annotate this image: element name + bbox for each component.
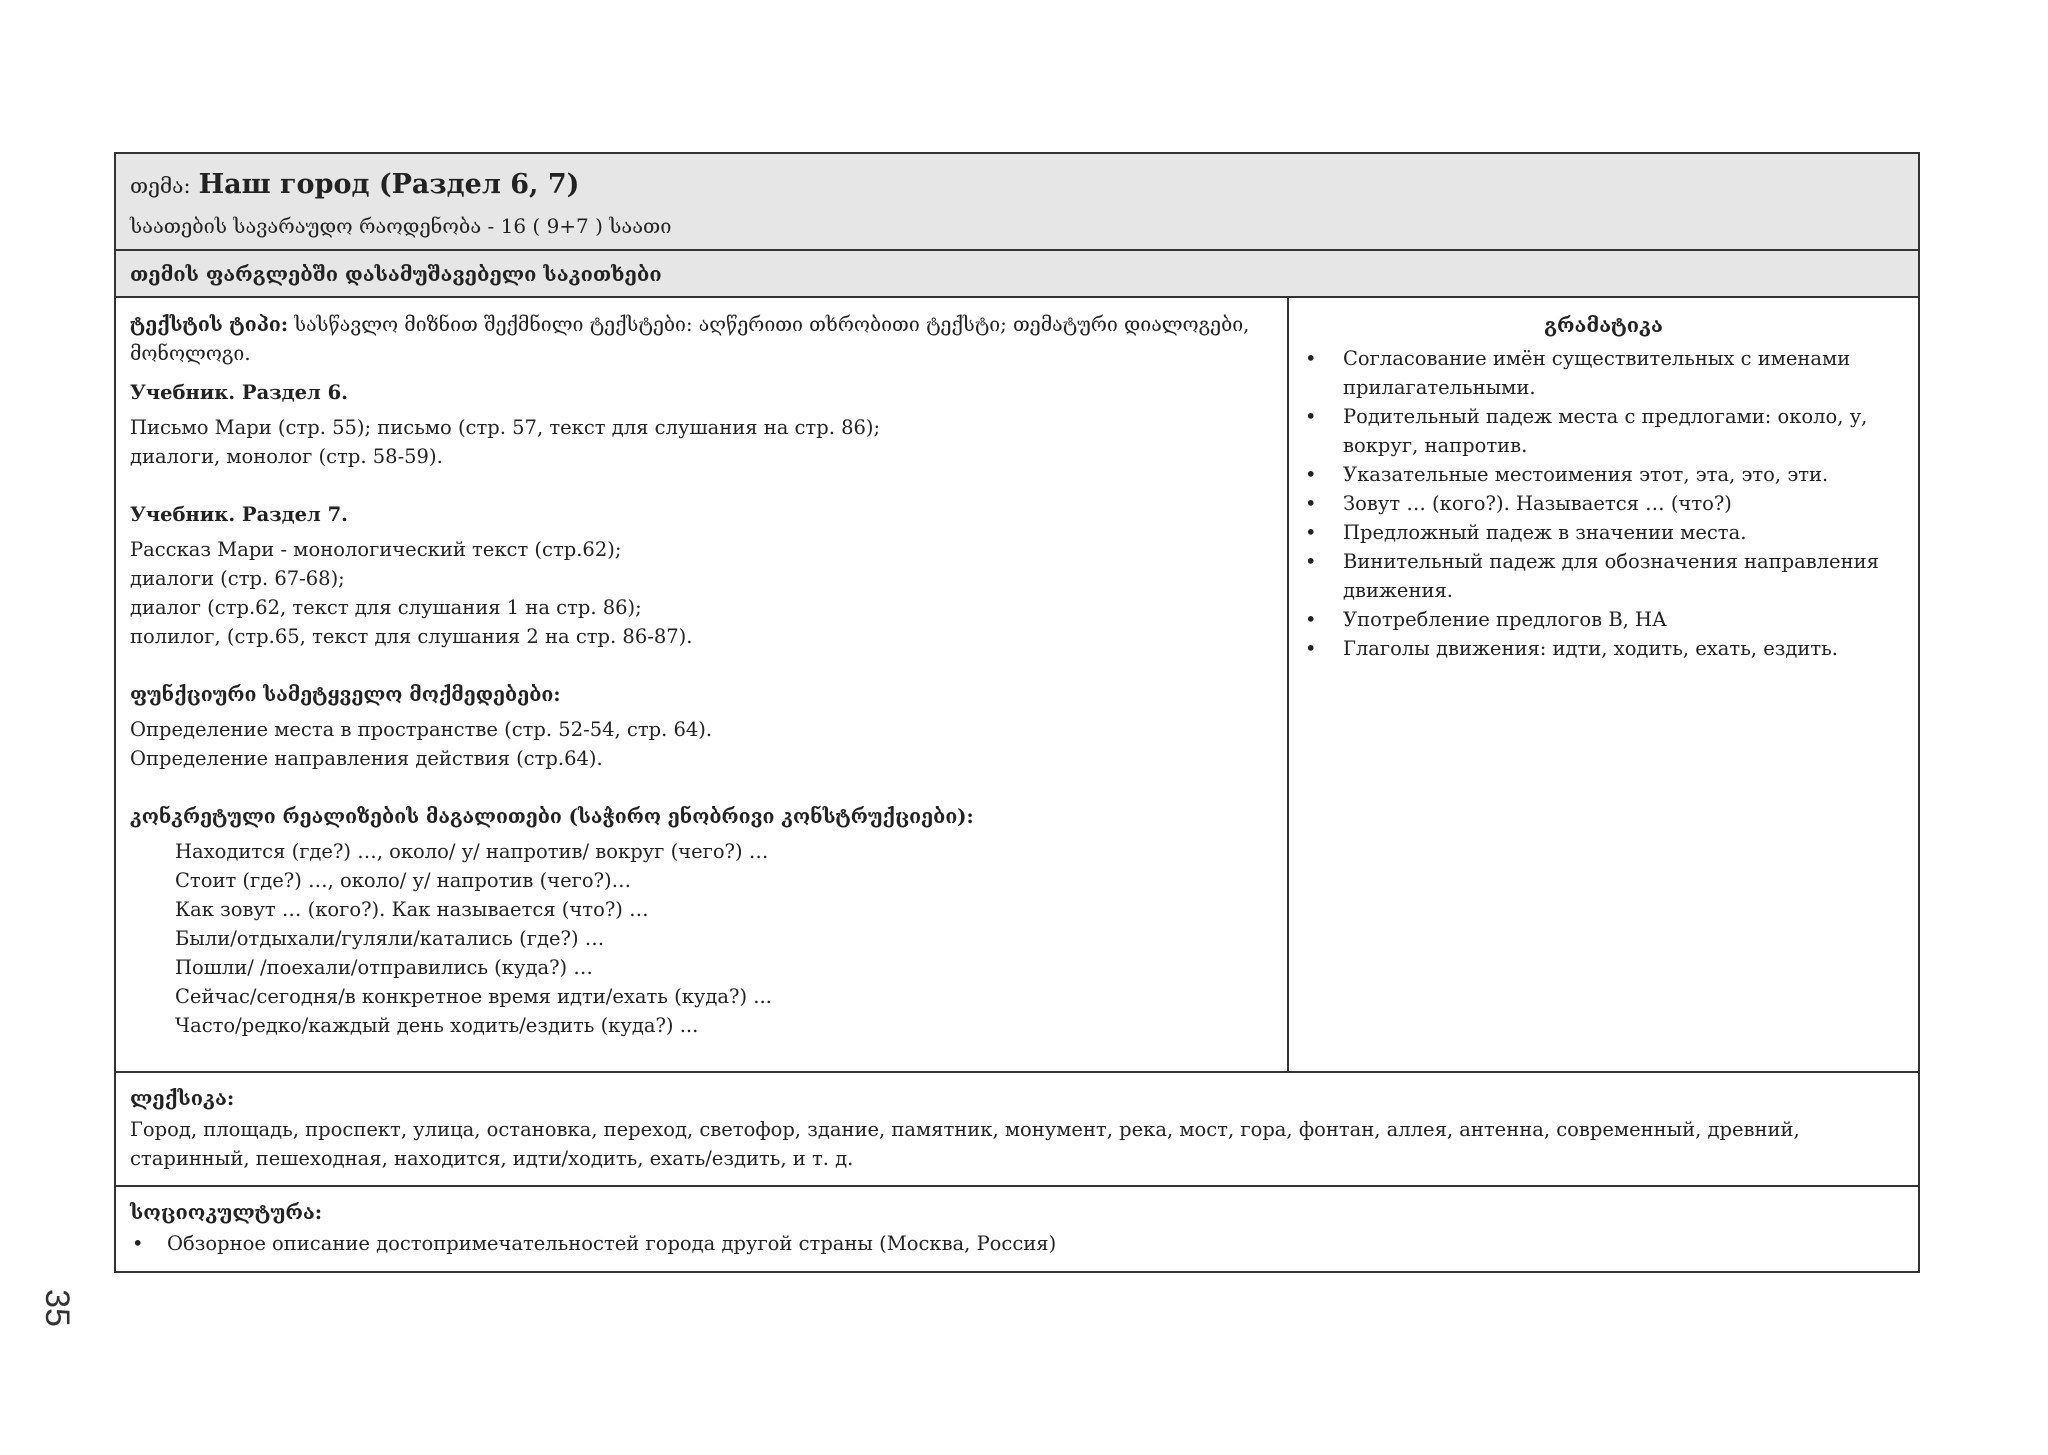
grammar-item-text: Употребление предлогов В, НА <box>1343 608 1667 631</box>
right-column <box>1289 298 1918 1071</box>
grammar-item <box>1303 518 1904 547</box>
unit6-heading: Учебник. Раздел 6. <box>130 381 348 404</box>
left-column <box>116 298 1289 1071</box>
functional-line: Определение места в пространстве (стр. 52-54, стр. 64). <box>130 718 713 741</box>
unit7-line: диалог (стр.62, текст для слушания 1 на стр. 86); <box>130 596 642 619</box>
topic-title: Наш город (Раздел 6, 7) <box>198 169 580 200</box>
grammar-item-text: Согласование имён существительных с именами прилагательными. <box>1343 347 1851 399</box>
bullet: • <box>1305 521 1317 544</box>
grammar-item <box>1303 605 1904 634</box>
example-line: Пошли/ /поехали/отправились (куда?) … <box>175 956 593 979</box>
grammar-list <box>1303 344 1904 663</box>
example-line: Находится (где?) …, около/ у/ напротив/ вокруг (чего?) … <box>175 840 769 863</box>
text-type <box>130 310 1273 368</box>
lexicon-section <box>116 1073 1918 1187</box>
grammar-item <box>1303 344 1904 402</box>
sociocultural-label: სოციოკულტურა: <box>130 1200 323 1224</box>
unit6-line: Письмо Мари (стр. 55); письмо (стр. 57, текст для слушания на стр. 86); <box>130 416 881 439</box>
unit7-line: Рассказ Мари - монологический текст (стр.62); <box>130 538 622 561</box>
examples-heading: კონკრეტული რეალიზების მაგალითები (საჭირო ენობრივი კონსტრუქციები): <box>130 805 974 828</box>
unit6-line: диалоги, монолог (стр. 58-59). <box>130 445 443 468</box>
example-line: Как зовут … (кого?). Как называется (что?) … <box>175 898 649 921</box>
grammar-item-text: Указательные местоимения этот, эта, это, эти. <box>1343 463 1829 486</box>
example-line: Часто/редко/каждый день ходить/ездить (куда?) ... <box>175 1014 699 1037</box>
unit7-heading: Учебник. Раздел 7. <box>130 503 348 526</box>
page-number: 35 <box>38 1289 77 1327</box>
bullet: • <box>1305 405 1317 428</box>
grammar-item-text: Родительный падеж места с предлогами: около, у, вокруг, напротив. <box>1343 405 1868 457</box>
example-line: Стоит (где?) …, около/ у/ напротив (чего?)… <box>175 869 632 892</box>
functional-heading: ფუნქციური სამეტყველო მოქმედებები: <box>130 683 561 706</box>
sociocultural-section <box>116 1187 1918 1271</box>
bullet: • <box>1305 492 1317 515</box>
grammar-item <box>1303 489 1904 518</box>
text-type-value: სასწავლო მიზნით შექმნილი ტექსტები: აღწერითი თხრობითი ტექსტი; თემატური დიალოგები, მონოლოგი. <box>130 313 1250 365</box>
text-type-label: ტექსტის ტიპი: <box>130 313 289 336</box>
grammar-item <box>1303 547 1904 605</box>
grammar-item-text: Глаголы движения: идти, ходить, ехать, ездить. <box>1343 637 1838 660</box>
example-line: Были/отдыхали/гуляли/катались (где?) … <box>175 927 605 950</box>
grammar-item <box>1303 460 1904 489</box>
hours-text: საათების სავარაუდო რაოდენობა - 16 ( 9+7 ) საათი <box>130 214 672 238</box>
bullet: • <box>1305 550 1317 573</box>
lexicon-text: Город, площадь, проспект, улица, остановка, переход, светофор, здание, памятник, монумент, река, мост, гора, фонтан, аллея, антенна, современный, древний, старинный, пешеходная, находится, идти/ходить, ехать/ездить, и т. д. <box>130 1118 1800 1170</box>
bullet: • <box>1305 347 1317 370</box>
grammar-item <box>1303 402 1904 460</box>
curriculum-table <box>114 152 1920 1273</box>
sociocultural-item <box>130 1229 1904 1258</box>
content-columns <box>116 298 1918 1073</box>
issues-title: თემის ფარგლებში დასამუშავებელი საკითხები <box>116 251 1918 298</box>
topic-label: თემა: <box>130 174 191 198</box>
lexicon-label: ლექსიკა: <box>130 1086 235 1110</box>
bullet: • <box>1305 637 1317 660</box>
bullet: • <box>132 1232 144 1255</box>
unit7-line: диалоги (стр. 67-68); <box>130 567 345 590</box>
topic-header <box>116 154 1918 251</box>
grammar-item-text: Винительный падеж для обозначения направления движения. <box>1343 550 1879 602</box>
unit7-line: полилог, (стр.65, текст для слушания 2 на стр. 86-87). <box>130 625 693 648</box>
bullet: • <box>1305 463 1317 486</box>
examples-list <box>130 837 1273 1040</box>
grammar-item-text: Предложный падеж в значении места. <box>1343 521 1747 544</box>
bullet: • <box>1305 608 1317 631</box>
functional-line: Определение направления действия (стр.64). <box>130 747 603 770</box>
grammar-item-text: Зовут … (кого?). Называется … (что?) <box>1343 492 1732 515</box>
sociocultural-item-text: Обзорное описание достопримечательностей города другой страны (Москва, Россия) <box>167 1232 1057 1255</box>
topic-line <box>130 162 1904 209</box>
grammar-title: გრამატიკა <box>1544 313 1663 337</box>
grammar-item <box>1303 634 1904 663</box>
example-line: Сейчас/сегодня/в конкретное время идти/ехать (куда?) ... <box>175 985 772 1008</box>
